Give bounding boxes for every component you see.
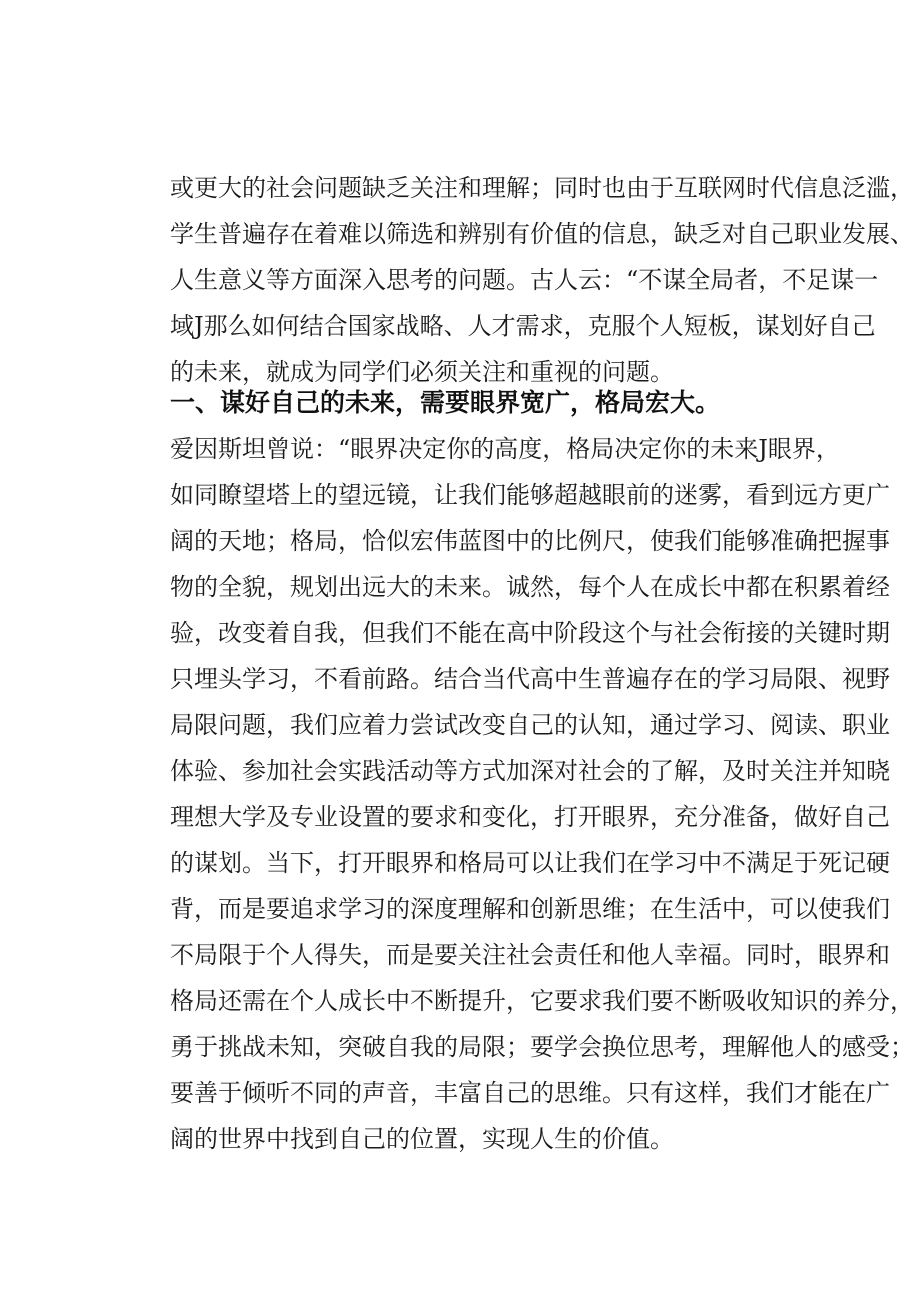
paragraph-line: 爱因斯坦曾说：“眼界决定你的高度，格局决定你的未来J眼界， — [170, 435, 840, 463]
paragraph-line: 域J那么如何结合国家战略、人才需求，克服个人短板，谋划好自己 — [170, 312, 876, 340]
paragraph-line: 勇于挑战未知，突破自我的局限；要学会换位思考，理解他人的感受； — [170, 1033, 914, 1061]
paragraph-line: 的未来，就成为同学们必须关注和重视的问题。 — [170, 358, 674, 386]
paragraph-2 — [170, 426, 914, 1162]
paragraph-line: 理想大学及专业设置的要求和变化，打开眼界，充分准备，做好自己 — [170, 803, 890, 831]
paragraph-line: 阔的天地；格局，恰似宏伟蓝图中的比例尺，使我们能够准确把握事 — [170, 527, 890, 555]
paragraph-line: 局限问题，我们应着力尝试改变自己的认知，通过学习、阅读、职业 — [170, 711, 890, 739]
paragraph-line: 格局还需在个人成长中不断提升，它要求我们要不断吸收知识的养分， — [170, 987, 914, 1015]
paragraph-line: 如同瞭望塔上的望远镜，让我们能够超越眼前的迷雾，看到远方更广 — [170, 481, 890, 509]
paragraph-line: 不局限于个人得失，而是要关注社会责任和他人幸福。同时，眼界和 — [170, 941, 890, 969]
section-heading: 一、谋好自己的未来，需要眼界宽广，格局宏大。 — [170, 388, 721, 417]
paragraph-line: 物的全貌，规划出远大的未来。诚然，每个人在成长中都在积累着经 — [170, 573, 890, 601]
paragraph-line: 的谋划。当下，打开眼界和格局可以让我们在学习中不满足于死记硬 — [170, 849, 890, 877]
paragraph-line: 验，改变着自我，但我们不能在高中阶段这个与社会衔接的关键时期 — [170, 619, 890, 647]
paragraph-1 — [170, 165, 914, 395]
paragraph-line: 背，而是要追求学习的深度理解和创新思维；在生活中，可以使我们 — [170, 895, 890, 923]
paragraph-line: 体验、参加社会实践活动等方式加深对社会的了解，及时关注并知晓 — [170, 757, 890, 785]
paragraph-line: 阔的世界中找到自己的位置，实现人生的价值。 — [170, 1125, 674, 1153]
paragraph-line: 要善于倾听不同的声音，丰富自己的思维。只有这样，我们才能在广 — [170, 1079, 890, 1107]
paragraph-line: 学生普遍存在着难以筛选和辨别有价值的信息，缺乏对自己职业发展、 — [170, 220, 914, 248]
paragraph-line: 人生意义等方面深入思考的问题。古人云：“不谋全局者，不足谋一 — [170, 266, 879, 294]
paragraph-line: 或更大的社会问题缺乏关注和理解；同时也由于互联网时代信息泛滥， — [170, 174, 914, 202]
paragraph-line: 只埋头学习，不看前路。结合当代高中生普遍存在的学习局限、视野 — [170, 665, 890, 693]
